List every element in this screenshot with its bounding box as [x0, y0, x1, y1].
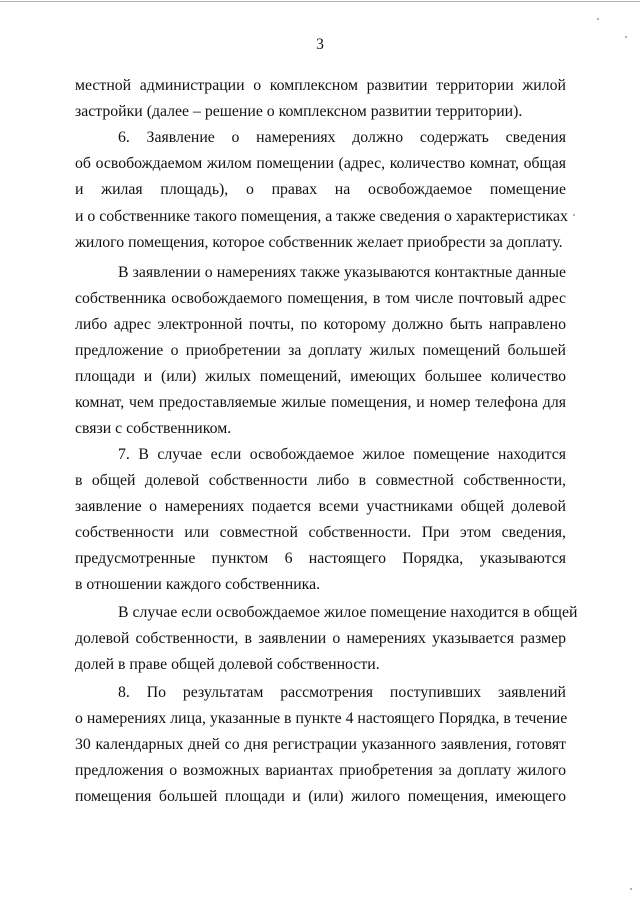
scan-speck — [597, 18, 599, 20]
text-line: в общей долевой собственности либо в совместной собственности, — [75, 472, 566, 489]
text-line: 6. Заявление о намерениях должно содержать сведения — [118, 129, 566, 146]
text-line: 7. В случае если освобождаемое жилое помещение находится — [118, 446, 566, 463]
text-line: местной администрации о комплексном развитии территории жилой — [75, 77, 566, 94]
text-line: предусмотренные пунктом 6 настоящего Порядка, указываются — [75, 550, 566, 567]
text-line: и жилая площадь), о правах на освобождаемое помещение — [75, 181, 566, 198]
text-line: связи с собственником. — [75, 420, 232, 437]
text-line: 30 календарных дней со дня регистрации указанного заявления, готовят — [75, 736, 566, 753]
scan-speck — [573, 214, 575, 216]
text-line: долей в праве общей долевой собственности. — [75, 656, 380, 673]
text-line: и о собственнике такого помещения, а также сведения о характеристиках — [75, 208, 568, 225]
text-line: заявление о намерениях подается всеми участниками общей долевой — [75, 498, 566, 515]
text-line: о намерениях лица, указанные в пункте 4 настоящего Порядка, в течение — [75, 710, 568, 727]
text-line: В случае если освобождаемое жилое помещение находится в общей — [118, 604, 578, 621]
scan-speck — [625, 36, 627, 38]
text-line: комнат, чем предоставляемые жилые помещения, и номер телефона для — [75, 394, 566, 411]
text-line: предложения о возможных вариантах приобретения за доплату жилого — [75, 762, 566, 779]
text-line: долевой собственности, в заявлении о намерениях указывается размер — [75, 630, 566, 647]
text-line: предложение о приобретении за доплату жилых помещений большей — [75, 342, 566, 359]
text-line: застройки (далее – решение о комплексном развитии территории). — [75, 103, 523, 120]
text-line: жилого помещения, которое собственник желает приобрести за доплату. — [75, 234, 563, 251]
scan-top-edge — [0, 1, 640, 2]
text-line: об освобождаемом жилом помещении (адрес, количество комнат, общая — [75, 155, 566, 172]
text-line: собственности или совместной собственности. При этом сведения, — [75, 524, 566, 541]
text-line: помещения большей площади и (или) жилого помещения, имеющего — [75, 788, 566, 805]
text-line: собственника освобождаемого помещения, в том числе почтовый адрес — [75, 290, 566, 307]
text-line: 8. По результатам рассмотрения поступивших заявлений — [118, 684, 566, 701]
scan-speck — [630, 888, 632, 890]
text-line: в отношении каждого собственника. — [75, 576, 321, 593]
text-line: площади и (или) жилых помещений, имеющих большее количество — [75, 368, 566, 385]
text-line: либо адрес электронной почты, по которому должно быть направлено — [75, 316, 566, 333]
text-line: В заявлении о намерениях также указываются контактные данные — [118, 264, 566, 281]
page-number: 3 — [316, 36, 324, 53]
